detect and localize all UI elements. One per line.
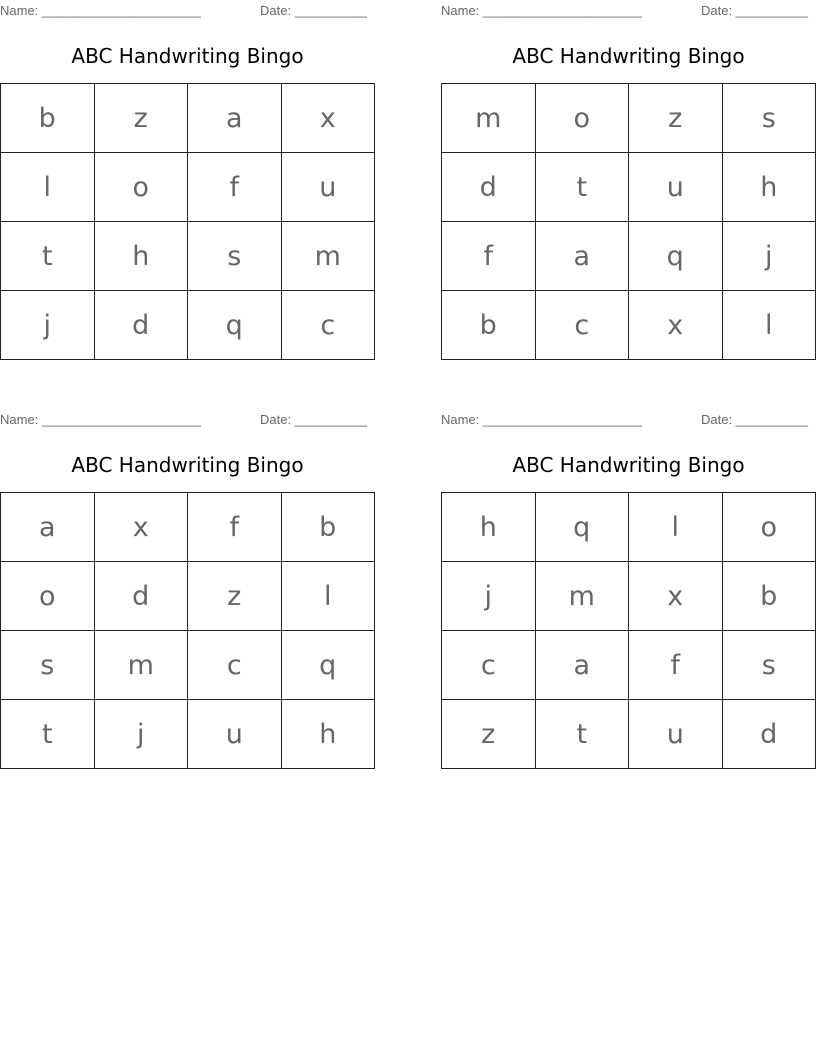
- date-field-label: Date: __________: [701, 412, 808, 427]
- name-field-label: Name: ______________________: [0, 412, 201, 427]
- bingo-cell: j: [1, 291, 95, 360]
- bingo-cell: a: [535, 222, 629, 291]
- bingo-cell: h: [281, 700, 375, 769]
- bingo-cell: m: [442, 84, 536, 153]
- name-date-row: [441, 409, 816, 429]
- name-date-row: [0, 409, 375, 429]
- date-field-label: Date: __________: [260, 3, 367, 18]
- bingo-cell: s: [722, 84, 816, 153]
- bingo-cell: z: [188, 562, 282, 631]
- card-title: ABC Handwriting Bingo: [71, 453, 304, 477]
- bingo-cell: q: [281, 631, 375, 700]
- grid-row: [1, 562, 375, 631]
- bingo-cell: d: [442, 153, 536, 222]
- bingo-cell: b: [442, 291, 536, 360]
- bingo-cell: j: [94, 700, 188, 769]
- bingo-grid: [0, 492, 375, 769]
- bingo-cell: l: [629, 493, 723, 562]
- bingo-cell: d: [94, 291, 188, 360]
- bingo-cell: t: [1, 222, 95, 291]
- bingo-cell: c: [281, 291, 375, 360]
- grid-row: [1, 631, 375, 700]
- bingo-cell: a: [535, 631, 629, 700]
- bingo-cell: u: [188, 700, 282, 769]
- bingo-cell: z: [629, 84, 723, 153]
- bingo-cell: f: [188, 493, 282, 562]
- date-field-label: Date: __________: [260, 412, 367, 427]
- bingo-cell: u: [281, 153, 375, 222]
- grid-row: [1, 222, 375, 291]
- bingo-cell: h: [442, 493, 536, 562]
- bingo-cell: c: [535, 291, 629, 360]
- bingo-cell: x: [281, 84, 375, 153]
- bingo-cell: j: [442, 562, 536, 631]
- bingo-cell: a: [188, 84, 282, 153]
- bingo-cell: u: [629, 153, 723, 222]
- bingo-cell: d: [94, 562, 188, 631]
- bingo-grid: [441, 492, 816, 769]
- bingo-cell: x: [629, 291, 723, 360]
- bingo-cell: t: [1, 700, 95, 769]
- card-title: ABC Handwriting Bingo: [512, 44, 745, 68]
- bingo-cell: h: [94, 222, 188, 291]
- bingo-cell: u: [629, 700, 723, 769]
- bingo-cell: o: [535, 84, 629, 153]
- grid-row: [442, 562, 816, 631]
- bingo-cell: o: [94, 153, 188, 222]
- grid-row: [442, 291, 816, 360]
- grid-row: [1, 153, 375, 222]
- grid-row: [1, 291, 375, 360]
- bingo-cell: t: [535, 700, 629, 769]
- bingo-cell: l: [281, 562, 375, 631]
- bingo-cell: x: [94, 493, 188, 562]
- bingo-grid: [0, 83, 375, 360]
- bingo-cell: l: [1, 153, 95, 222]
- bingo-cell: q: [535, 493, 629, 562]
- bingo-cell: c: [442, 631, 536, 700]
- bingo-cell: s: [1, 631, 95, 700]
- grid-row: [442, 631, 816, 700]
- bingo-cell: b: [1, 84, 95, 153]
- bingo-cell: q: [188, 291, 282, 360]
- bingo-cell: m: [281, 222, 375, 291]
- grid-row: [442, 84, 816, 153]
- grid-row: [442, 700, 816, 769]
- bingo-cell: q: [629, 222, 723, 291]
- bingo-cell: c: [188, 631, 282, 700]
- bingo-cell: f: [629, 631, 723, 700]
- bingo-card: [0, 0, 375, 341]
- name-date-row: [0, 0, 375, 20]
- name-date-row: [441, 0, 816, 20]
- card-title: ABC Handwriting Bingo: [71, 44, 304, 68]
- name-field-label: Name: ______________________: [441, 3, 642, 18]
- bingo-cell: a: [1, 493, 95, 562]
- date-field-label: Date: __________: [701, 3, 808, 18]
- bingo-cell: d: [722, 700, 816, 769]
- bingo-cell: b: [722, 562, 816, 631]
- bingo-cell: t: [535, 153, 629, 222]
- grid-row: [442, 153, 816, 222]
- bingo-cell: s: [722, 631, 816, 700]
- card-title: ABC Handwriting Bingo: [512, 453, 745, 477]
- bingo-grid: [441, 83, 816, 360]
- bingo-cell: l: [722, 291, 816, 360]
- bingo-cell: j: [722, 222, 816, 291]
- bingo-cell: o: [722, 493, 816, 562]
- grid-row: [1, 493, 375, 562]
- grid-row: [442, 222, 816, 291]
- bingo-cell: o: [1, 562, 95, 631]
- bingo-cell: f: [188, 153, 282, 222]
- bingo-cell: z: [94, 84, 188, 153]
- grid-row: [1, 700, 375, 769]
- bingo-cell: f: [442, 222, 536, 291]
- bingo-card: [441, 409, 816, 750]
- name-field-label: Name: ______________________: [441, 412, 642, 427]
- bingo-cell: b: [281, 493, 375, 562]
- bingo-cell: x: [629, 562, 723, 631]
- bingo-cell: m: [535, 562, 629, 631]
- bingo-card: [0, 409, 375, 750]
- name-field-label: Name: ______________________: [0, 3, 201, 18]
- bingo-card: [441, 0, 816, 341]
- bingo-cell: z: [442, 700, 536, 769]
- bingo-cell: s: [188, 222, 282, 291]
- bingo-cell: m: [94, 631, 188, 700]
- grid-row: [1, 84, 375, 153]
- bingo-cell: h: [722, 153, 816, 222]
- grid-row: [442, 493, 816, 562]
